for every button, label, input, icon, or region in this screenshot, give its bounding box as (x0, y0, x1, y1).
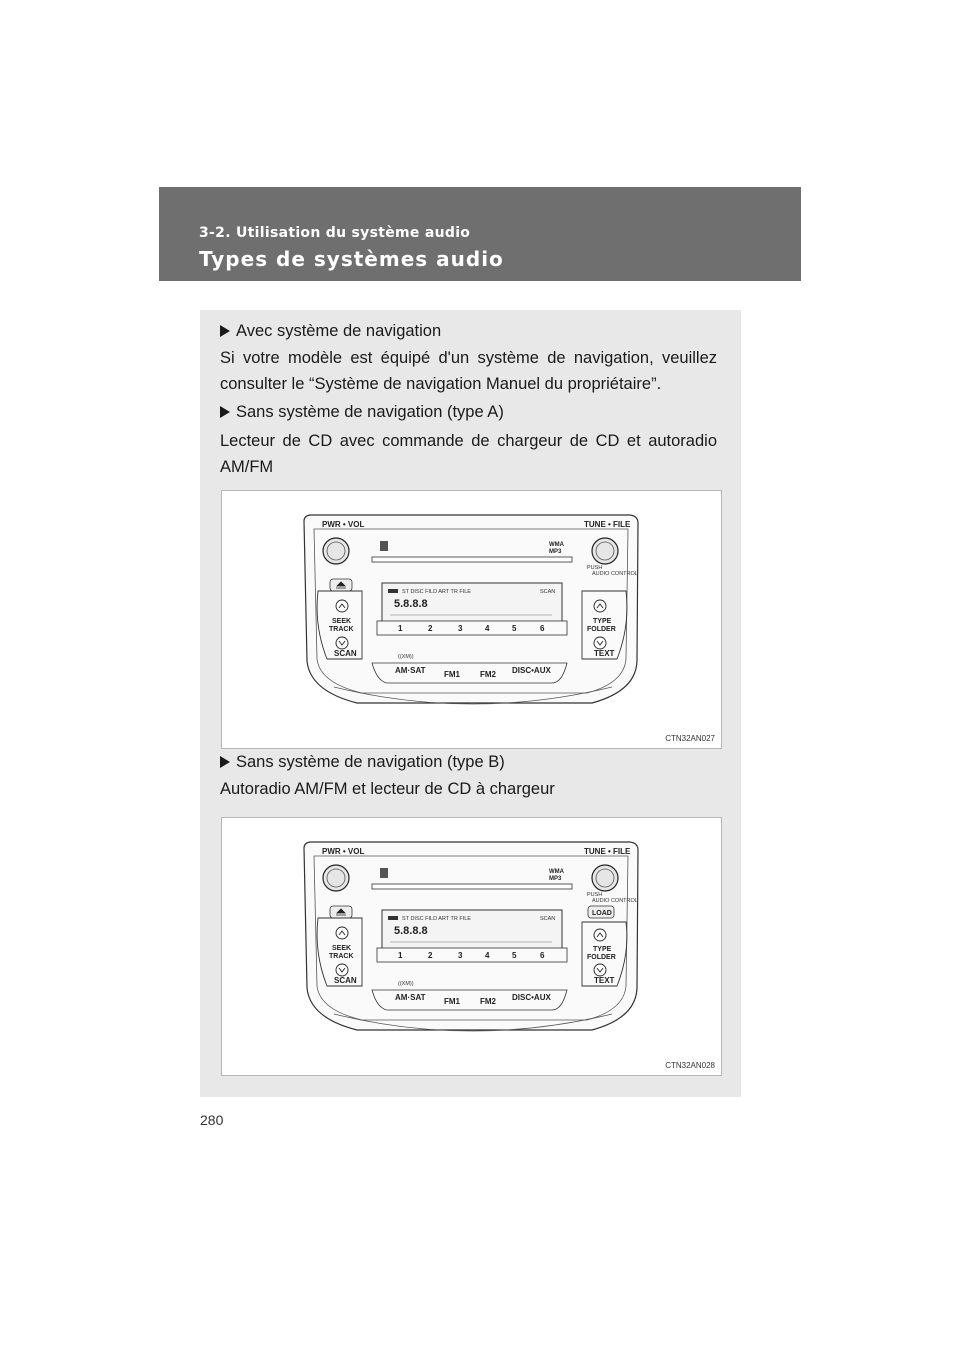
svg-text:FM2: FM2 (480, 997, 496, 1006)
svg-text:1: 1 (398, 951, 403, 960)
svg-text:3: 3 (458, 951, 463, 960)
triangle-bullet-icon (220, 756, 230, 768)
item-text-type-b: Autoradio AM/FM et lecteur de CD à chargeur (220, 780, 555, 798)
svg-text:TRACK: TRACK (329, 953, 354, 960)
item-text-navigation: Si votre modèle est équipé d'un système de navigation, veuillez consulter le “Système de navigation Manuel du propriétaire”. (220, 349, 717, 393)
mp3-logo: MP3 (549, 549, 562, 555)
display-digits: 5.8.8.8 (394, 598, 428, 610)
tune-file-label: TUNE • FILE (584, 520, 631, 529)
svg-text:SEEK: SEEK (332, 945, 352, 952)
svg-text:2: 2 (428, 951, 433, 960)
type-down-icon (594, 964, 606, 976)
svg-text:((XM)): ((XM)) (398, 981, 414, 987)
svg-text:4: 4 (485, 951, 490, 960)
svg-text:FM2: FM2 (480, 670, 496, 679)
svg-text:FM1: FM1 (444, 670, 460, 679)
scan-label: SCAN (334, 649, 357, 658)
item-heading-type-a: Sans système de navigation (type A) (220, 403, 504, 422)
svg-text:PUSH: PUSH (587, 892, 603, 898)
svg-text:4: 4 (485, 624, 490, 633)
wma-logo: WMA (549, 542, 564, 548)
load-label: LOAD (592, 910, 612, 917)
cd-slot (372, 884, 572, 889)
seek-down-icon (336, 637, 348, 649)
mp3-logo: MP3 (549, 876, 562, 882)
svg-text:ST DISC FILD ART TR FIL: ST DISC FILD ART TR FILE (402, 916, 471, 922)
svg-text:6: 6 (540, 624, 545, 633)
audio-unit-type-a-illustration (222, 491, 723, 750)
svg-text:FOLDER: FOLDER (587, 954, 616, 961)
page-number: 280 (200, 1112, 224, 1128)
svg-text:PUSH: PUSH (587, 565, 603, 571)
svg-text:DISC•AUX: DISC•AUX (512, 666, 551, 675)
preset-bar (377, 621, 567, 635)
svg-text:TRACK: TRACK (329, 626, 354, 633)
item-text-type-a: Lecteur de CD avec commande de chargeur de CD et autoradio AM/FM (220, 432, 717, 476)
page-title: Types de systèmes audio (199, 247, 504, 271)
svg-text:((XM)): ((XM)) (398, 654, 414, 660)
text-label: TEXT (594, 976, 615, 985)
item-heading-navigation: Avec système de navigation (220, 322, 441, 341)
svg-text:AM·SAT: AM·SAT (395, 993, 426, 1002)
disc-logo-icon (380, 868, 388, 878)
figure-audio-type-a (221, 490, 722, 749)
svg-text:3: 3 (458, 624, 463, 633)
figure-code: CTN32AN027 (665, 734, 715, 743)
svg-text:5: 5 (512, 951, 517, 960)
svg-text:TYPE: TYPE (593, 618, 612, 625)
svg-text:6: 6 (540, 951, 545, 960)
scan-label: SCAN (334, 976, 357, 985)
section-header (159, 187, 801, 281)
preset-bar (377, 948, 567, 962)
item-heading-type-b: Sans système de navigation (type B) (220, 753, 505, 772)
svg-text:TYPE: TYPE (593, 946, 612, 953)
svg-text:AUDIO CONTROL: AUDIO CONTROL (592, 571, 638, 577)
triangle-bullet-icon (220, 325, 230, 337)
display-digits: 5.8.8.8 (394, 925, 428, 937)
triangle-bullet-icon (220, 406, 230, 418)
disc-logo-icon (380, 541, 388, 551)
svg-text:5: 5 (512, 624, 517, 633)
figure-code: CTN32AN028 (665, 1061, 715, 1070)
svg-text:SCAN: SCAN (540, 589, 556, 595)
audio-unit-type-b-illustration (222, 818, 723, 1077)
seek-down-icon (336, 964, 348, 976)
svg-text:SCAN: SCAN (540, 916, 556, 922)
pwr-vol-label: PWR • VOL (322, 847, 365, 856)
text-label: TEXT (594, 649, 615, 658)
cd-slot (372, 557, 572, 562)
section-title: 3-2. Utilisation du système audio (199, 225, 471, 241)
pwr-vol-label: PWR • VOL (322, 520, 365, 529)
svg-text:AUDIO CONTROL: AUDIO CONTROL (592, 898, 638, 904)
type-up-icon (594, 600, 606, 612)
svg-text:FM1: FM1 (444, 997, 460, 1006)
type-down-icon (594, 637, 606, 649)
tune-file-label: TUNE • FILE (584, 847, 631, 856)
svg-text:SEEK: SEEK (332, 618, 352, 625)
type-up-icon (594, 929, 606, 941)
svg-text:1: 1 (398, 624, 403, 633)
svg-text:2: 2 (428, 624, 433, 633)
svg-text:DISC•AUX: DISC•AUX (512, 993, 551, 1002)
svg-text:ST DISC FILD ART TR FIL: ST DISC FILD ART TR FILE (402, 589, 471, 595)
wma-logo: WMA (549, 869, 564, 875)
figure-audio-type-b (221, 817, 722, 1076)
svg-text:FOLDER: FOLDER (587, 626, 616, 633)
seek-up-icon (336, 927, 348, 939)
seek-up-icon (336, 600, 348, 612)
content-panel (200, 310, 741, 1097)
svg-text:AM·SAT: AM·SAT (395, 666, 426, 675)
